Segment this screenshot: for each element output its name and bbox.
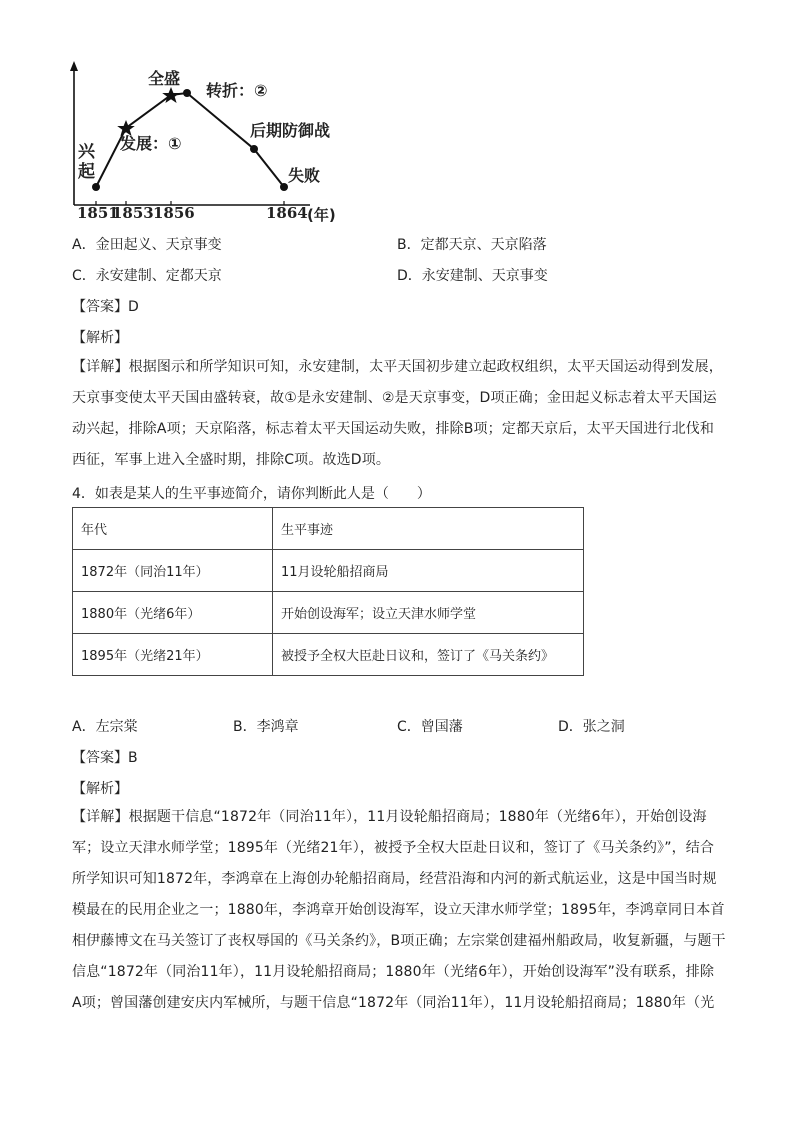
q4-detail-line: 相伊藤博文在马关签订了丧权辱国的《马关条约》，B项正确；左宗棠创建福州船政局，收复新疆，与题干: [72, 933, 726, 949]
q3-option-a: A．金田起义、天京事变: [72, 237, 222, 253]
life-table: [72, 507, 584, 676]
label-defense: 后期防御战: [250, 121, 331, 140]
q4-option-a: A．左宗棠: [72, 719, 138, 735]
q4-detail-line: 军；设立天津水师学堂；1895年（光绪21年），被授予全权大臣赴日议和，签订了《马关条约》”，结合: [72, 840, 715, 856]
q3-answer: 【答案】D: [72, 299, 139, 315]
point-rise: [92, 183, 100, 191]
table-row: [73, 634, 584, 676]
q4-stem: 4．如表是某人的生平事迹简介，请你判断此人是（ ）: [72, 486, 431, 502]
q3-detail-line: 【详解】根据图示和所学知识可知，永安建制，太平天国初步建立起政权组织，太平天国运动得到发展，: [72, 359, 723, 375]
y-axis-arrow: [70, 61, 78, 71]
q3-detail-line: 动兴起，排除A项；天京陷落，标志着太平天国运动失败，排除B项；定都天京后，太平天国进行北伐和: [72, 421, 715, 437]
table-cell: 1880年（光绪6年）: [73, 592, 273, 634]
q4-detail-line: 模最在的民用企业之一；1880年，李鸿章开始创设海军，设立天津水师学堂；1895年，李鸿章同日本首: [72, 902, 725, 918]
table-row: [73, 592, 584, 634]
table-header-row: [73, 508, 584, 550]
label-turn: 转折：②: [206, 81, 268, 100]
label-develop: 发展：①: [120, 134, 182, 153]
q4-option-b: B．李鸿章: [233, 719, 299, 735]
q4-detail-line: 信息“1872年（同治11年），11月设轮船招商局；1880年（光绪6年），开始创设海军”没有联系，排除: [72, 964, 715, 980]
point-defense: [250, 145, 258, 153]
q4-detail-line: 【详解】根据题干信息“1872年（同治11年），11月设轮船招商局；1880年（光绪6年），开始创设海: [72, 809, 707, 825]
point-turn: [183, 89, 191, 97]
year-1853: 1853: [112, 204, 154, 222]
q3-option-c: C．永安建制、定都天京: [72, 268, 222, 284]
point-fail: [280, 183, 288, 191]
table-row: [73, 550, 584, 592]
year-1864: 1864: [266, 204, 308, 222]
table-cell: 1872年（同治11年）: [73, 550, 273, 592]
label-fail: 失败: [288, 166, 321, 185]
q4-option-d: D．张之洞: [558, 719, 625, 735]
table-cell: 开始创设海军；设立天津水师学堂: [273, 592, 584, 634]
q4-detail-line: A项；曾国藩创建安庆内军械所，与题干信息“1872年（同治11年），11月设轮船招商局；1880年（光: [72, 995, 715, 1011]
q3-detail-line: 天京事变使太平天国由盛转衰，故①是永安建制、②是天京事变，D项正确；金田起义标志着太平天国运: [72, 390, 717, 406]
table-header-cell: 生平事迹: [273, 508, 584, 550]
q3-option-d: D．永安建制、天京事变: [397, 268, 548, 284]
q4-answer: 【答案】B: [72, 750, 138, 766]
q4-detail-line: 所学知识可知1872年，李鸿章在上海创办轮船招商局，经营沿海和内河的新式航运业，这是中国当时规: [72, 871, 717, 887]
q3-detail-line: 西征，军事上进入全盛时期，排除C项。故选D项。: [72, 452, 391, 468]
year-1851: 1851: [77, 204, 119, 222]
label-rise: 兴起: [78, 142, 95, 182]
q4-option-c: C．曾国藩: [397, 719, 463, 735]
label-peak: 全盛: [148, 69, 181, 88]
year-unit: (年): [307, 206, 336, 224]
q3-option-b: B．定都天京、天京陷落: [397, 237, 547, 253]
table-cell: 11月设轮船招商局: [273, 550, 584, 592]
q3-detail: [72, 352, 724, 476]
table-header-cell: 年代: [73, 508, 273, 550]
table-cell: 被授予全权大臣赴日议和，签订了《马关条约》: [273, 634, 584, 676]
q4-analysis-heading: 【解析】: [72, 781, 128, 797]
q3-analysis-heading: 【解析】: [72, 330, 128, 346]
year-1856: 1856: [153, 204, 195, 222]
table-cell: 1895年（光绪21年）: [73, 634, 273, 676]
q4-detail: [72, 802, 724, 1019]
